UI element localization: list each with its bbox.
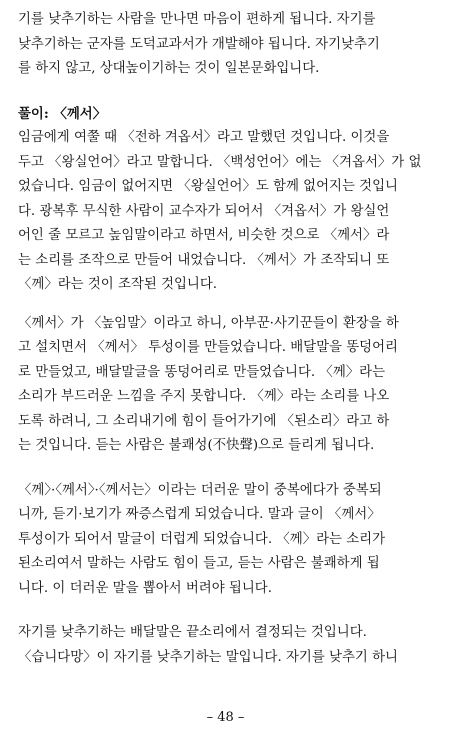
text-line: 〈께〉·〈께서〉·〈께서는〉이라는 더러운 말이 중복에다가 중복되	[18, 482, 382, 498]
text-line: 다. 광복후 무식한 사람이 교수자가 되어서 〈겨옵서〉가 왕실언	[18, 203, 390, 219]
document-page	[18, 8, 433, 670]
text-line: 〈습니다망〉이 자기를 낮추기하는 말입니다. 자기를 낮추기 하니	[18, 649, 398, 665]
text-line: 를 하지 않고, 상대높이기하는 것이 일본문화입니다.	[18, 61, 320, 76]
paragraph-3	[18, 312, 433, 459]
text-line: 는 것입니다. 듣는 사람은 불쾌성(不快聲)으로 들리게 됩니다.	[18, 438, 375, 453]
text-line: 낮추기하는 군자를 도덕교과서가 개발해야 됩니다. 자기낮추기	[18, 36, 380, 52]
text-line: 기를 낮추기하는 사람을 만나면 마음이 편하게 됩니다. 자기를	[18, 12, 376, 27]
text-line: 니까, 듣기·보기가 짜증스럽게 되었습니다. 말과 글이 〈께서〉	[18, 507, 381, 522]
paragraph-4	[18, 479, 433, 602]
text-line: 었습니다. 임금이 없어지면 〈왕실언어〉도 함께 없어지는 것입니	[18, 179, 398, 194]
text-line: 된소리여서 말하는 사람도 힘이 들고, 듣는 사람은 불쾌하게 됩	[18, 556, 380, 571]
text-line: 〈께〉라는 것이 조작된 것입니다.	[18, 277, 218, 292]
section-heading: 풀이: 〈께서〉	[18, 105, 107, 122]
text-line: 고 설치면서 〈께서〉 투성이를 만들었습니다. 배달말을 똥덩어리	[18, 340, 398, 355]
text-line: 로 만들었고, 배달말글을 똥덩어리로 만들었습니다. 〈께〉라는	[18, 364, 386, 380]
paragraph-5	[18, 621, 433, 670]
text-line: 두고 〈왕실언어〉라고 말합니다. 〈백성언어〉에는 〈겨옵서〉가 없	[18, 154, 422, 170]
text-line: 임금에게 여쭐 때 〈전하 겨옵서〉라고 말했던 것입니다. 이것을	[18, 130, 390, 145]
paragraph-2	[18, 126, 433, 298]
text-line: 소리가 부드러운 느낌을 주지 못합니다. 〈께〉라는 소리를 나오	[18, 389, 390, 404]
text-line: 는 소리를 조작으로 만들어 내었습니다. 〈께서〉가 조작되니 또	[18, 252, 390, 268]
text-line: 〈께서〉가 〈높임말〉이라고 하니, 아부꾼·사기꾼들이 환장을 하	[18, 315, 399, 331]
text-line: 자기를 낮추기하는 배달말은 끝소리에서 결정되는 것입니다.	[18, 625, 367, 640]
text-line: 투성이가 되어서 말글이 더럽게 되었습니다. 〈께〉라는 소리가	[18, 531, 386, 547]
page-number: – 48 –	[206, 710, 245, 725]
paragraph-1	[18, 8, 433, 82]
text-line: 어인 줄 모르고 높임말이라고 하면서, 비슷한 것으로 〈께서〉라	[18, 228, 390, 243]
text-line: 도록 하려니, 그 소리내기에 힘이 들어가기에 〈된소리〉라고 하	[18, 413, 390, 429]
text-line: 니다. 이 더러운 말을 뽑아서 버려야 됩니다.	[18, 580, 272, 596]
